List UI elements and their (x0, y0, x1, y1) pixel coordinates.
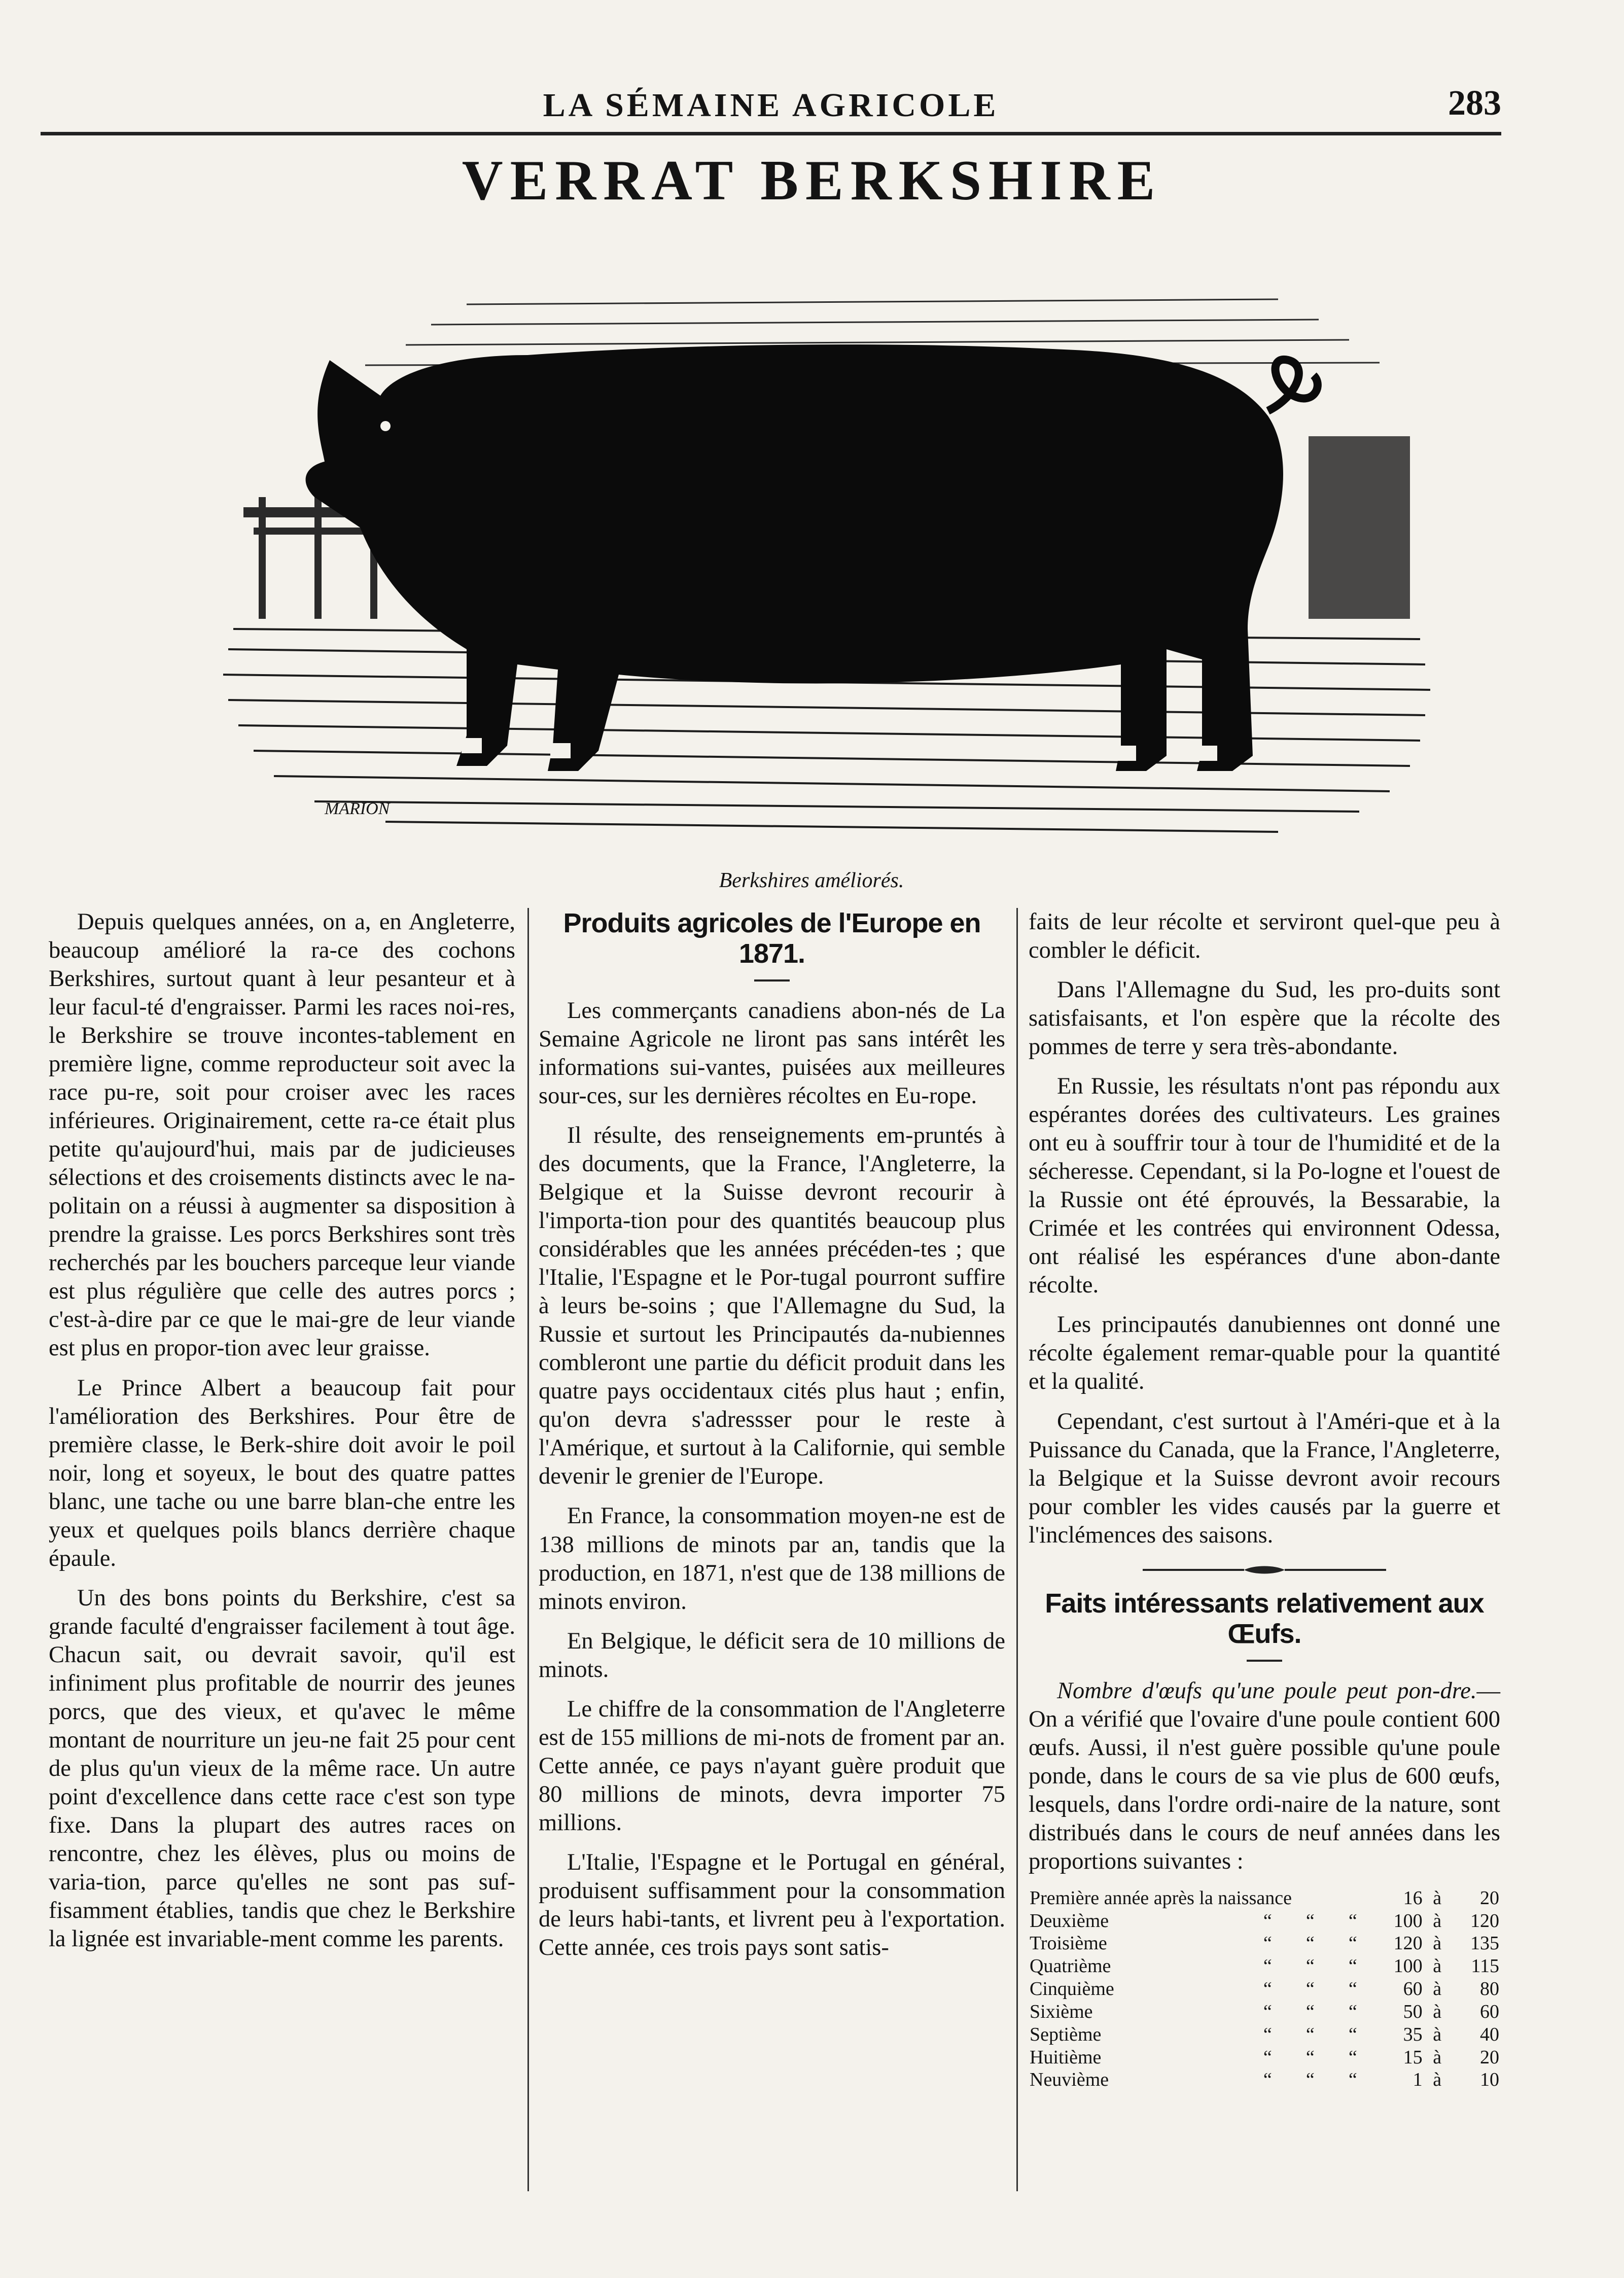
row-label: Neuvième (1030, 2069, 1109, 2091)
paragraph: L'Italie, l'Espagne et le Portugal en général, produisent suffisamment pour la consommation de leurs habi-tants, et livrent peu à l'exportation. Cette année, ces trois pays sont satis- (539, 1849, 1005, 1960)
image-caption: Berkshires améliorés. (719, 869, 904, 892)
running-header (41, 76, 1501, 135)
row-min: 16 (1403, 1887, 1423, 1909)
row-max: 20 (1480, 2046, 1499, 2068)
column-3 (1029, 908, 1500, 2091)
egg-count-table (1029, 1887, 1500, 2091)
section-heading-eggs: Faits intéressants relativement aux Œufs. (1045, 1588, 1484, 1650)
paragraph: Un des bons points du Berkshire, c'est sa grande faculté d'engraisser facilement à tout âge. Chacun sait, ou devrait savoir, qu'il est infiniment plus profitable de nourrir des jeunes porcs, que des vieux, et qu'avec le même montant de nourriture un jeu-ne fait 25 pour cent de plus qu'un vieux de la même race. Un autre point d'excellence dans cette race c'est son type fixe. Dans la plupart des autres races on rencontre, chez les élèves, plus ou moins de varia-tion, parce qu'elles ne sont pas suf-fisamment établies, tandis que chez le Berkshire la lignée est invariable-ment comme les parents. (49, 1585, 515, 1952)
paragraph: En Belgique, le déficit sera de 10 millions de minots. (539, 1628, 1005, 1683)
row-max: 60 (1480, 2001, 1499, 2022)
row-a: à (1433, 2046, 1442, 2068)
paragraph: Cependant, c'est surtout à l'Améri-que et à la Puissance du Canada, que la France, l'Angleterre, la Belgique et la Suisse devront avoir recours pour combler les vides causés par la guerre et l'inclémences des saisons. (1029, 1408, 1500, 1548)
row-ditto: “ (1348, 1910, 1357, 1932)
row-min: 1 (1413, 2069, 1423, 2091)
row-a: à (1433, 1887, 1442, 1909)
row-max: 20 (1480, 1887, 1499, 1909)
paragraph: Dans l'Allemagne du Sud, les pro-duits sont satisfaisants, et l'on espère que la récolte des pommes de terre y sera très-abondante. (1029, 977, 1500, 1060)
running-title: LA SÉMAINE AGRICOLE (543, 87, 999, 124)
row-label: Deuxième (1030, 1910, 1109, 1932)
row-label: Cinquième (1030, 1978, 1114, 2000)
row-ditto: “ (1263, 2023, 1272, 2045)
row-ditto: “ (1305, 1933, 1315, 1954)
table-row (1029, 2001, 1500, 2023)
row-max: 135 (1470, 1933, 1499, 1954)
table-row (1029, 2046, 1500, 2069)
row-a: à (1433, 2069, 1442, 2091)
row-ditto: “ (1263, 1955, 1272, 1977)
column-2 (539, 908, 1005, 1973)
row-label: Sixième (1030, 2001, 1093, 2022)
row-min: 50 (1403, 2001, 1423, 2022)
row-ditto: “ (1263, 1978, 1272, 2000)
row-ditto: “ (1348, 2069, 1357, 2091)
table-row (1029, 1932, 1500, 1955)
ornament-divider (1143, 1565, 1386, 1575)
row-a: à (1433, 2023, 1442, 2045)
paragraph-eggs-intro (1029, 1677, 1500, 1876)
heading-dash (754, 979, 790, 982)
row-label: Septième (1030, 2023, 1102, 2045)
boar-eye (380, 421, 391, 431)
column-rule (1016, 908, 1018, 2191)
row-min: 60 (1403, 1978, 1423, 2000)
row-max: 10 (1480, 2069, 1499, 2091)
row-ditto: “ (1348, 1933, 1357, 1954)
row-min: 15 (1403, 2046, 1423, 2068)
heading-dash (1247, 1660, 1282, 1662)
paragraph: Le Prince Albert a beaucoup fait pour l'amélioration des Berkshires. Pour être de première classe, le Berk-shire doit avoir le poil noir, long et soyeux, le bout des quatre pattes blanc, une tache ou une barre blan-che entre les yeux et quelques poils blancs derrière chaque épaule. (49, 1375, 515, 1571)
row-ditto: “ (1305, 2046, 1315, 2068)
table-row (1029, 1978, 1500, 2001)
row-max: 80 (1480, 1978, 1499, 2000)
row-a: à (1433, 1910, 1442, 1932)
row-a: à (1433, 1933, 1442, 1954)
row-max: 115 (1471, 1955, 1499, 1977)
paragraph: Depuis quelques années, on a, en Angleterre, beaucoup amélioré la ra-ce des cochons Berkshires, surtout quant à leur pesanteur et à leur facul-té d'engraisser. Parmi les races noi-res, le Berkshire se trouve incontes-tablement en première ligne, comme reproducteur soit avec la race pu-re, soit pour croiser avec les races inférieures. Originairement, cette ra-ce était plus petite qu'aujourd'hui, mais par de judicieuses sélections et des croisements distincts avec le na-politain on a réussi à augmenter sa disposition à prendre la graisse. Les porcs Berkshires sont très recherchés par les bouchers parceque leur viande est plus régulière que celle des autres porcs ; c'est-à-dire par ce que le mai-gre de leur viande est plus en propor-tion avec leur graisse. (49, 909, 515, 1361)
row-label: Première année après la naissance (1030, 1887, 1292, 1909)
row-max: 120 (1470, 1910, 1499, 1932)
row-min: 35 (1403, 2023, 1423, 2045)
paragraph: En France, la consommation moyen-ne est de 138 millions de minots par an, tandis que la production, en 1871, n'est que de 138 millions de minots environ. (539, 1503, 1005, 1615)
row-min: 100 (1393, 1910, 1423, 1932)
row-ditto: “ (1305, 2069, 1315, 2091)
row-min: 120 (1393, 1933, 1423, 1954)
paragraph: Les principautés danubiennes ont donné une récolte également remar-quable pour la quantité et la qualité. (1029, 1312, 1500, 1395)
boar-tail (1268, 360, 1318, 411)
row-ditto: “ (1263, 1933, 1272, 1954)
berkshire-boar-engraving (213, 243, 1440, 852)
row-a: à (1433, 2001, 1442, 2022)
paragraph: En Russie, les résultats n'ont pas répondu aux espérantes dorées des cultivateurs. Les graines ont eu à souffrir tour à tour de l'humidité et de la sécheresse. Cependant, si la Po-logne et l'ouest de la Russie ont été éprouvés, la Bessarabie, la Crimée et les contrées qui environnent Odessa, ont réalisé les espérances d'une abon-dante récolte. (1029, 1073, 1500, 1299)
article-title: VERRAT BERKSHIRE (462, 149, 1162, 212)
paragraph: Le chiffre de la consommation de l'Angleterre est de 155 millions de mi-nots de froment par an. Cette année, ce pays n'ayant guère produit que 80 millions de minots, devra importer 75 millions. (539, 1696, 1005, 1836)
column-rule (527, 908, 529, 2191)
row-label: Quatrième (1030, 1955, 1111, 1977)
table-row (1029, 2023, 1500, 2046)
row-ditto: “ (1348, 2023, 1357, 2045)
row-ditto: “ (1305, 1955, 1315, 1977)
engraver-signature: MARION (325, 799, 390, 818)
row-ditto: “ (1263, 2046, 1272, 2068)
row-ditto: “ (1348, 1955, 1357, 1977)
row-ditto: “ (1263, 1910, 1272, 1932)
row-a: à (1433, 1978, 1442, 2000)
row-min: 100 (1393, 1955, 1423, 1977)
paragraph: faits de leur récolte et serviront quel-que peu à combler le déficit. (1029, 909, 1500, 964)
paragraph: Il résulte, des renseignements em-pruntés à des documents, que la France, l'Angleterre, la Belgique et la Suisse devront recourir à l'importa-tion pour des quantités beaucoup plus considérables que les années précéden-tes ; que l'Italie, l'Espagne et le Por-tugal pourront suffire à leurs be-soins ; que l'Allemagne du Sud, la Russie et surtout les Principautés da-nubiennes combleront une partie du déficit produit dans les quatre pays occidentaux cités plus haut ; enfin, qu'on devra s'adressser pour le reste à l'Amérique, et surtout à la Californie, qui semble devenir le grenier de l'Europe. (539, 1123, 1005, 1490)
row-label: Huitième (1030, 2046, 1102, 2068)
table-row (1029, 1910, 1500, 1933)
column-1 (49, 908, 515, 1965)
table-row (1029, 2069, 1500, 2091)
row-ditto: “ (1305, 1910, 1315, 1932)
row-a: à (1433, 1955, 1442, 1977)
row-ditto: “ (1348, 1978, 1357, 2000)
eggs-intro-rest: —On a vérifié que l'ovaire d'une poule contient 600 œufs. Aussi, il n'est guère possible qu'une poule ponde, dans le cours de sa vie plus de 600 œufs, lesquels, dans l'ordre ordi-naire de la nature, sont distribués dans le cours de neuf années dans les proportions suivantes : (1029, 1677, 1500, 1874)
row-label: Troisième (1030, 1933, 1107, 1954)
row-ditto: “ (1305, 2023, 1315, 2045)
row-ditto: “ (1305, 1978, 1315, 2000)
row-ditto: “ (1305, 2001, 1315, 2022)
table-row (1029, 1887, 1500, 1910)
table-row (1029, 1955, 1500, 1978)
row-max: 40 (1480, 2023, 1499, 2045)
row-ditto: “ (1348, 2046, 1357, 2068)
eggs-intro-lead: Nombre d'œufs qu'une poule peut pon-dre. (1057, 1677, 1477, 1704)
page-number: 283 (1448, 84, 1501, 123)
section-heading: Produits agricoles de l'Europe en 1871. (563, 908, 981, 969)
paragraph: Les commerçants canadiens abon-nés de La Semaine Agricole ne liront pas sans intérêt les informations sui-vantes, puisées aux meilleures sour-ces, sur les dernières récoltes en Eu-rope. (539, 997, 1005, 1109)
row-ditto: “ (1348, 2001, 1357, 2022)
row-ditto: “ (1263, 2001, 1272, 2022)
row-ditto: “ (1263, 2069, 1272, 2091)
